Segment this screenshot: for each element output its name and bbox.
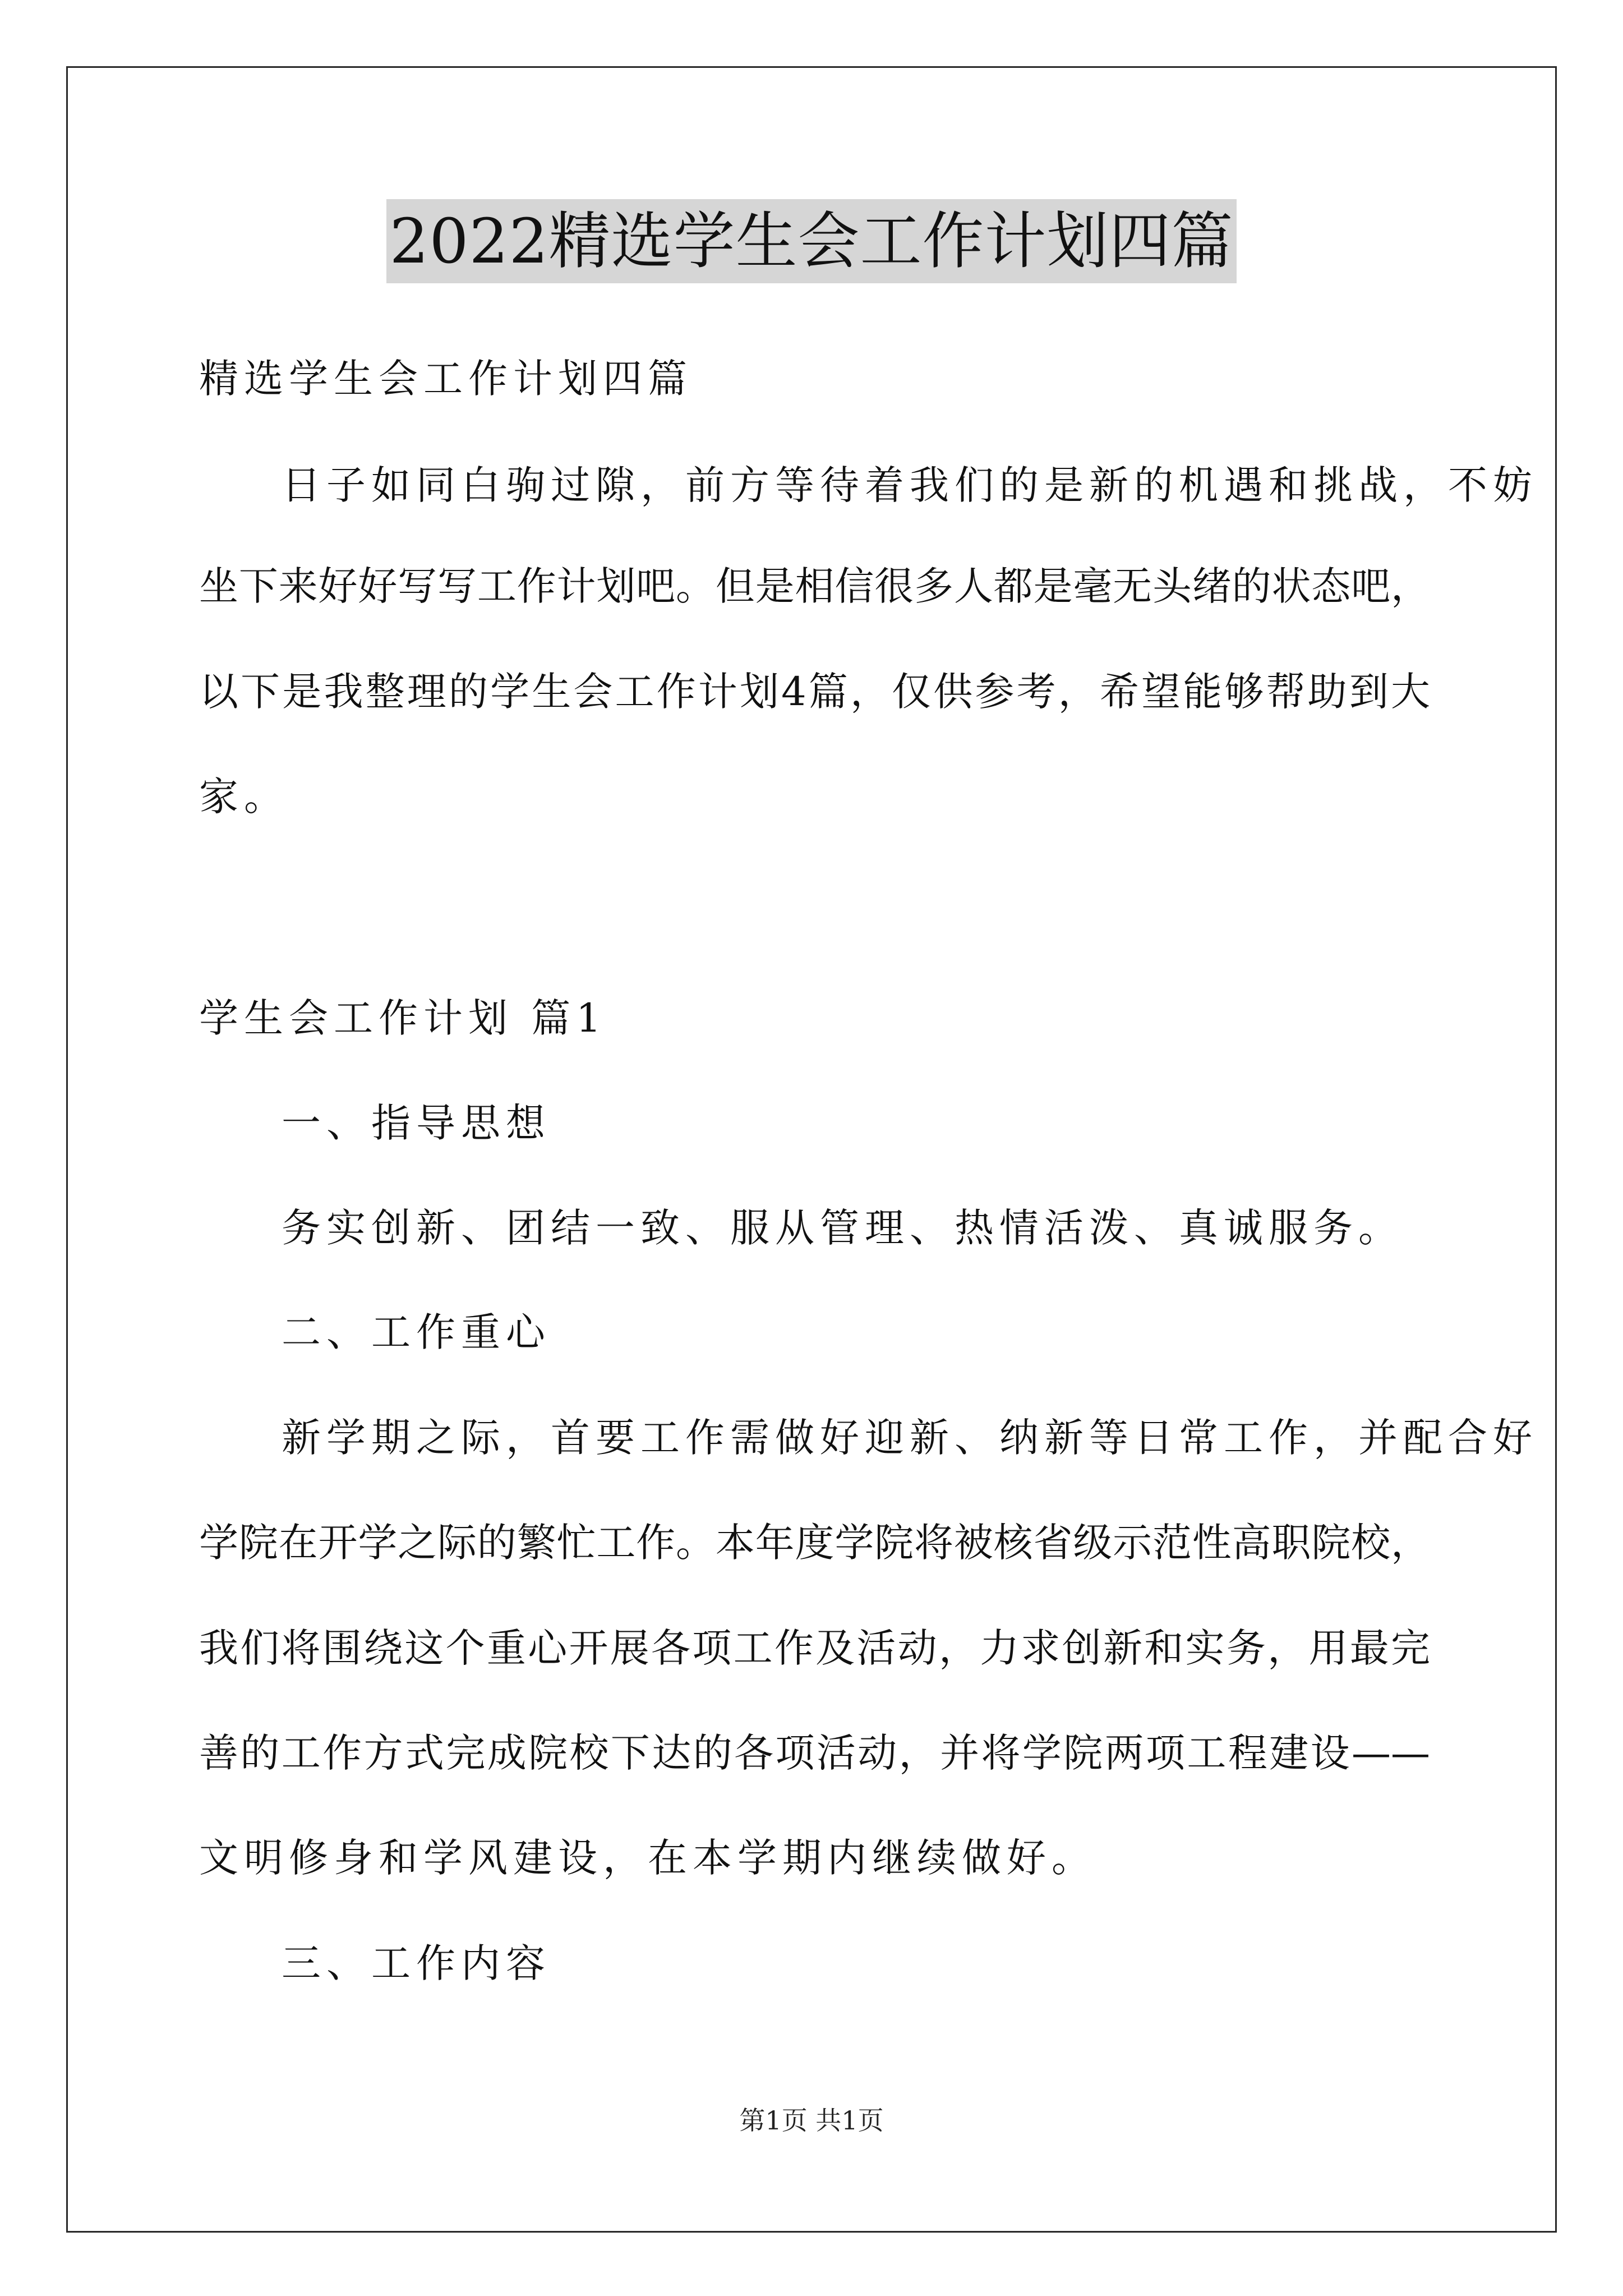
body-line: 我们将围绕这个重心开展各项工作及活动，力求创新和实务，用最完 <box>199 1625 1430 1671</box>
body-line: 务实创新、团结一致、服从管理、热情活泼、真诚服务。 <box>282 1205 1403 1251</box>
subheading: 一、指导思想 <box>282 1100 551 1146</box>
body-line: 善的工作方式完成院校下达的各项活动，并将学院两项工程建设—— <box>199 1730 1430 1776</box>
body-line: 文明修身和学风建设，在本学期内继续做好。 <box>199 1835 1096 1881</box>
page-footer: 第1页 共1页 <box>739 2105 884 2136</box>
subheading: 三、工作内容 <box>282 1940 551 1986</box>
body-line: 学院在开学之际的繁忙工作。本年度学院将被核省级示范性高职院校， <box>199 1520 1430 1566</box>
intro-paragraph-line: 家。 <box>199 774 289 820</box>
intro-paragraph-line: 日子如同白驹过隙，前方等待着我们的是新的机遇和挑战，不妨 <box>282 462 1538 508</box>
document-title: 2022精选学生会工作计划四篇 <box>386 199 1237 283</box>
body-line: 新学期之际，首要工作需做好迎新、纳新等日常工作，并配合好 <box>282 1415 1538 1461</box>
subheading: 二、工作重心 <box>282 1309 551 1355</box>
intro-paragraph-line: 坐下来好好写写工作计划吧。但是相信很多人都是毫无头绪的状态吧， <box>199 563 1430 609</box>
intro-paragraph-line: 以下是我整理的学生会工作计划4篇，仅供参考，希望能够帮助到大 <box>199 669 1430 715</box>
subtitle-line: 精选学生会工作计划四篇 <box>199 356 693 402</box>
section-heading: 学生会工作计划 篇1 <box>199 995 607 1041</box>
title-container <box>0 199 1623 283</box>
